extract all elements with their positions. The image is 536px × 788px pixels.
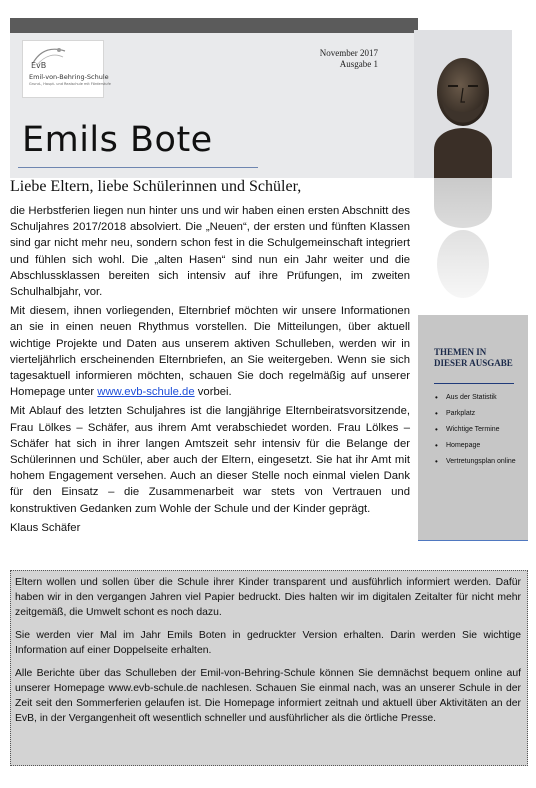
- article-paragraph: die Herbstferien liegen nun hinter uns und wir haben einen ersten Abschnitt des Schuljahres 2017/2018 absolviert. Die „Neuen“, der ersten und fünften Klassen sind gar nicht mehr neu, sondern schon fest in die Schulgemeinschaft integriert und fühlen sich wohl. Die „alten Hasen“ sind nun ein Jahr weiter und die Abschlussklassen bereiten sich intensiv auf ihre Prüfungen, im zweiten Schulhalbjahr, vor.: [10, 205, 410, 299]
- topics-list: [434, 393, 526, 473]
- signature: Klaus Schäfer: [10, 521, 81, 534]
- issue-number: Ausgabe 1: [339, 59, 378, 69]
- sidebar-title-rule: [434, 383, 514, 384]
- topics-sidebar: [418, 315, 528, 540]
- topic-item: • Vertretungsplan online: [434, 457, 526, 466]
- topic-item: • Aus der Statistik: [434, 393, 526, 402]
- info-paragraph: Eltern wollen und sollen über die Schule ihrer Kinder transparent und ausführlich informiert werden. Dafür haben wir in den vergangen Jahren viel Papier bedruckt. Dies halten wir im digitalen Zeitalter für nicht mehr zeitgemäß, die Umwelt schont es noch dazu.: [15, 577, 521, 618]
- sidebar-title: THEMEN IN DIESER AUSGABE: [434, 347, 513, 368]
- paragraph-text: Mit diesem, ihnen vorliegenden, Elternbrief möchten wir unsere Informationen an sie in einen neuen Rhythmus vorstellen. Die Mitteilungen, über aktuell wichtige Projekte und Daten aus unserem aktiven Schulleben, werden wir in vierteljährlich erscheinenden Elternbriefen, an Sie weitergeben. Wenn sie sich tagesaktuell informieren möchten, schauen Sie doch regelmäßig auf unserer Homepage unter: [10, 305, 410, 399]
- article-heading: Liebe Eltern, liebe Schülerinnen und Schüler,: [10, 178, 302, 195]
- title-underline: [18, 167, 258, 168]
- article-paragraph: Mit Ablauf des letzten Schuljahres ist die langjährige Elternbeiratsvorsitzende, Frau Lölkes – Schäfer, aus ihrem Amt verabschiedet worden. Frau Lölkes – Schäfer hat sich in ihrer langen Amtszeit sehr intensiv für die Belange der Schülerinnen und Schüler, aber auch der Eltern, eingesetzt. Sie hat ihr Amt mit hohem Engagement versehen. Auch an dieser Stelle noch einmal vielen Dank für den Einsatz – die Zusammenarbeit war stets von Vertrauen und konstruktiven Gedanken zum Wohle der Schule und der Kinder geprägt.: [10, 405, 410, 515]
- info-box: [10, 570, 528, 766]
- topic-item: • Homepage: [434, 441, 526, 450]
- paragraph-text: vorbei.: [194, 386, 232, 399]
- logo-school-name: Emil-von-Behring-Schule: [29, 73, 109, 81]
- info-paragraph: Sie werden vier Mal im Jahr Emils Boten in gedruckter Version erhalten. Darin werden Sie wichtige Information auf einer Doppelseite erhalten.: [15, 630, 521, 656]
- info-paragraph: Alle Berichte über das Schulleben der Emil-von-Behring-Schule können Sie demnächst bequem online auf unserer Homepage www.evb-schule.de nachlesen. Schauen Sie einmal nach, was an unserer Schule in der Zeit seit den Sommerferien gelaufen ist. Die Homepage informiert zeitnah und aktuell über Aktivitäten an der EvB, in der Vergangenheit oft wesentlich schneller und ausführlicher als die örtliche Presse.: [15, 668, 521, 724]
- header-top-bar: [10, 18, 418, 33]
- newsletter-title: Emils Bote: [22, 120, 213, 160]
- topic-item: • Wichtige Termine: [434, 425, 526, 434]
- topic-item: • Parkplatz: [434, 409, 526, 418]
- bronze-bust-image: [414, 30, 512, 325]
- sidebar-bottom-rule: [418, 540, 528, 541]
- issue-date: November 2017: [319, 48, 378, 58]
- article-paragraph: [10, 303, 410, 400]
- article-body: [10, 203, 410, 539]
- logo-subtitle: Grund-, Haupt- und Realschule mit Förderstufe: [29, 82, 111, 86]
- logo-abbreviation: EvB: [31, 61, 47, 70]
- school-logo: [22, 40, 111, 98]
- homepage-link[interactable]: www.evb-schule.de: [97, 386, 195, 399]
